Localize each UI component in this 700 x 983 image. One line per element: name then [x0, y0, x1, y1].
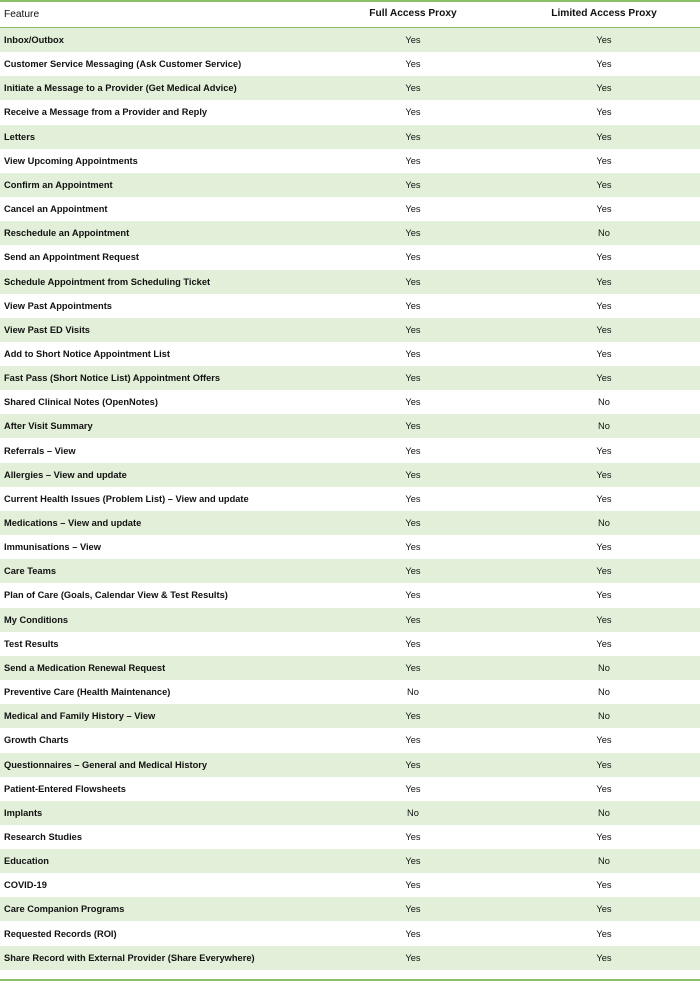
full-access-cell: Yes: [405, 300, 421, 311]
table-row: [0, 463, 700, 487]
table-row: [0, 728, 700, 752]
limited-access-cell: Yes: [596, 373, 612, 384]
feature-cell: Plan of Care (Goals, Calendar View & Test Results): [4, 590, 228, 601]
full-access-cell: Yes: [405, 107, 421, 118]
table-row: [0, 608, 700, 632]
full-access-cell: Yes: [405, 35, 421, 45]
feature-cell: Share Record with External Provider (Share Everywhere): [4, 952, 255, 963]
table-row: [0, 873, 700, 897]
full-access-cell: Yes: [405, 928, 421, 939]
full-access-cell: Yes: [405, 638, 421, 649]
full-access-cell: Yes: [405, 856, 421, 867]
full-access-cell: Yes: [405, 518, 421, 528]
full-access-cell: Yes: [405, 614, 421, 625]
feature-cell: Patient-Entered Flowsheets: [4, 783, 126, 794]
limited-access-cell: Yes: [596, 759, 612, 770]
header-limited-access-proxy: Limited Access Proxy: [551, 8, 657, 19]
full-access-cell: Yes: [405, 880, 421, 891]
limited-access-cell: No: [598, 687, 610, 698]
full-access-cell: Yes: [405, 348, 421, 359]
limited-access-cell: Yes: [596, 590, 612, 601]
feature-cell: Initiate a Message to a Provider (Get Medical Advice): [4, 83, 237, 94]
full-access-cell: Yes: [405, 373, 421, 384]
full-access-cell: No: [407, 807, 419, 818]
limited-access-cell: No: [598, 421, 610, 432]
limited-access-cell: Yes: [596, 83, 612, 94]
table-row: [0, 632, 700, 656]
table-row: [0, 511, 700, 535]
limited-access-cell: Yes: [596, 300, 612, 311]
limited-access-cell: Yes: [596, 131, 612, 142]
limited-access-cell: Yes: [596, 880, 612, 891]
full-access-cell: Yes: [405, 566, 421, 577]
table-row: [0, 342, 700, 366]
limited-access-cell: Yes: [596, 204, 612, 215]
feature-cell: Allergies – View and update: [4, 469, 127, 480]
feature-cell: Preventive Care (Health Maintenance): [4, 687, 171, 698]
full-access-cell: Yes: [405, 735, 421, 746]
full-access-cell: Yes: [405, 469, 421, 480]
feature-cell: Shared Clinical Notes (OpenNotes): [4, 397, 158, 408]
table-row: [0, 28, 700, 52]
table-row: [0, 801, 700, 825]
feature-cell: Add to Short Notice Appointment List: [4, 348, 170, 359]
limited-access-cell: Yes: [596, 904, 612, 915]
limited-access-cell: No: [598, 856, 610, 867]
limited-access-cell: Yes: [596, 252, 612, 263]
table-row: [0, 439, 700, 463]
feature-cell: Customer Service Messaging (Ask Customer Service): [4, 59, 242, 70]
full-access-cell: Yes: [405, 952, 421, 963]
limited-access-cell: Yes: [596, 469, 612, 480]
full-access-cell: Yes: [405, 131, 421, 142]
table-bottom-rule: [0, 979, 700, 981]
feature-cell: Reschedule an Appointment: [4, 228, 130, 239]
limited-access-cell: Yes: [596, 493, 612, 504]
feature-cell: Send an Appointment Request: [4, 252, 139, 263]
limited-access-cell: Yes: [596, 324, 612, 335]
full-access-cell: Yes: [405, 590, 421, 601]
table-row: [0, 197, 700, 221]
limited-access-cell: Yes: [596, 59, 612, 70]
feature-cell: Fast Pass (Short Notice List) Appointment Offers: [4, 373, 221, 384]
feature-cell: Immunisations – View: [4, 542, 101, 553]
table-row: [0, 656, 700, 680]
full-access-cell: Yes: [405, 228, 421, 239]
limited-access-cell: No: [598, 228, 610, 239]
limited-access-cell: No: [598, 807, 610, 818]
limited-access-cell: Yes: [596, 638, 612, 649]
full-access-cell: Yes: [405, 759, 421, 770]
full-access-cell: No: [407, 687, 419, 698]
full-access-cell: Yes: [405, 831, 421, 842]
limited-access-cell: No: [598, 397, 610, 408]
header-feature: Feature: [4, 9, 40, 20]
feature-cell: Referrals – View: [4, 445, 76, 456]
table-row: [0, 849, 700, 873]
feature-cell: Requested Records (ROI): [4, 928, 117, 939]
table-row: [0, 270, 700, 294]
table-row: [0, 559, 700, 583]
feature-cell: Test Results: [4, 638, 59, 649]
feature-cell: Care Teams: [4, 566, 57, 577]
full-access-cell: Yes: [405, 324, 421, 335]
table-row: [0, 777, 700, 801]
table-row: [0, 100, 700, 124]
feature-cell: Care Companion Programs: [4, 904, 125, 915]
table-row: [0, 173, 700, 197]
feature-cell: View Upcoming Appointments: [4, 155, 138, 166]
limited-access-cell: Yes: [596, 348, 612, 359]
table-row: [0, 825, 700, 849]
limited-access-cell: No: [598, 518, 610, 528]
limited-access-cell: Yes: [596, 155, 612, 166]
full-access-cell: Yes: [405, 493, 421, 504]
full-access-cell: Yes: [405, 421, 421, 432]
table-row: [0, 366, 700, 390]
limited-access-cell: Yes: [596, 735, 612, 746]
table-row: [0, 414, 700, 438]
full-access-cell: Yes: [405, 711, 421, 722]
limited-access-cell: Yes: [596, 276, 612, 287]
feature-cell: After Visit Summary: [4, 421, 93, 432]
feature-cell: Send a Medication Renewal Request: [4, 662, 166, 673]
limited-access-cell: Yes: [596, 952, 612, 963]
feature-cell: My Conditions: [4, 614, 69, 625]
feature-cell: View Past Appointments: [4, 300, 112, 311]
table-row: [0, 704, 700, 728]
feature-cell: COVID-19: [4, 880, 47, 891]
full-access-cell: Yes: [405, 542, 421, 553]
full-access-cell: Yes: [405, 783, 421, 794]
limited-access-cell: No: [598, 711, 610, 722]
feature-cell: Implants: [4, 807, 43, 818]
table-row: [0, 245, 700, 269]
full-access-cell: Yes: [405, 276, 421, 287]
table-row: [0, 76, 700, 100]
limited-access-cell: Yes: [596, 566, 612, 577]
feature-cell: View Past ED Visits: [4, 324, 90, 335]
feature-cell: Growth Charts: [4, 735, 69, 746]
full-access-cell: Yes: [405, 662, 421, 673]
limited-access-cell: Yes: [596, 542, 612, 553]
full-access-cell: Yes: [405, 83, 421, 94]
limited-access-cell: Yes: [596, 445, 612, 456]
table-row: [0, 390, 700, 414]
full-access-cell: Yes: [405, 155, 421, 166]
table-header-row: [0, 2, 700, 27]
table-row: [0, 487, 700, 511]
full-access-cell: Yes: [405, 179, 421, 190]
table-row: [0, 535, 700, 559]
table-row: [0, 221, 700, 245]
table-row: [0, 922, 700, 946]
feature-cell: Receive a Message from a Provider and Reply: [4, 107, 208, 118]
feature-cell: Current Health Issues (Problem List) – View and update: [4, 493, 249, 504]
table-row: [0, 294, 700, 318]
limited-access-cell: Yes: [596, 614, 612, 625]
full-access-cell: Yes: [405, 445, 421, 456]
full-access-cell: Yes: [405, 252, 421, 263]
full-access-cell: Yes: [405, 59, 421, 70]
table-row: [0, 753, 700, 777]
feature-cell: Schedule Appointment from Scheduling Ticket: [4, 276, 211, 287]
table-row: [0, 897, 700, 921]
full-access-cell: Yes: [405, 204, 421, 215]
table-row: [0, 125, 700, 149]
limited-access-cell: Yes: [596, 928, 612, 939]
table-row: [0, 946, 700, 970]
limited-access-cell: Yes: [596, 831, 612, 842]
feature-cell: Research Studies: [4, 831, 83, 842]
feature-cell: Questionnaires – General and Medical History: [4, 759, 208, 770]
feature-cell: Medications – View and update: [4, 518, 142, 528]
table-row: [0, 680, 700, 704]
feature-cell: Cancel an Appointment: [4, 204, 108, 215]
table-row: [0, 52, 700, 76]
feature-cell: Letters: [4, 131, 36, 142]
header-full-access-proxy: Full Access Proxy: [369, 8, 457, 19]
limited-access-cell: No: [598, 662, 610, 673]
limited-access-cell: Yes: [596, 179, 612, 190]
full-access-cell: Yes: [405, 397, 421, 408]
feature-cell: Confirm an Appointment: [4, 179, 113, 190]
limited-access-cell: Yes: [596, 35, 612, 45]
table-row: [0, 149, 700, 173]
limited-access-cell: Yes: [596, 107, 612, 118]
full-access-cell: Yes: [405, 904, 421, 915]
feature-cell: Medical and Family History – View: [4, 711, 156, 722]
feature-cell: Education: [4, 856, 49, 867]
table-row: [0, 583, 700, 607]
limited-access-cell: Yes: [596, 783, 612, 794]
feature-cell: Inbox/Outbox: [4, 35, 64, 45]
table-row: [0, 318, 700, 342]
